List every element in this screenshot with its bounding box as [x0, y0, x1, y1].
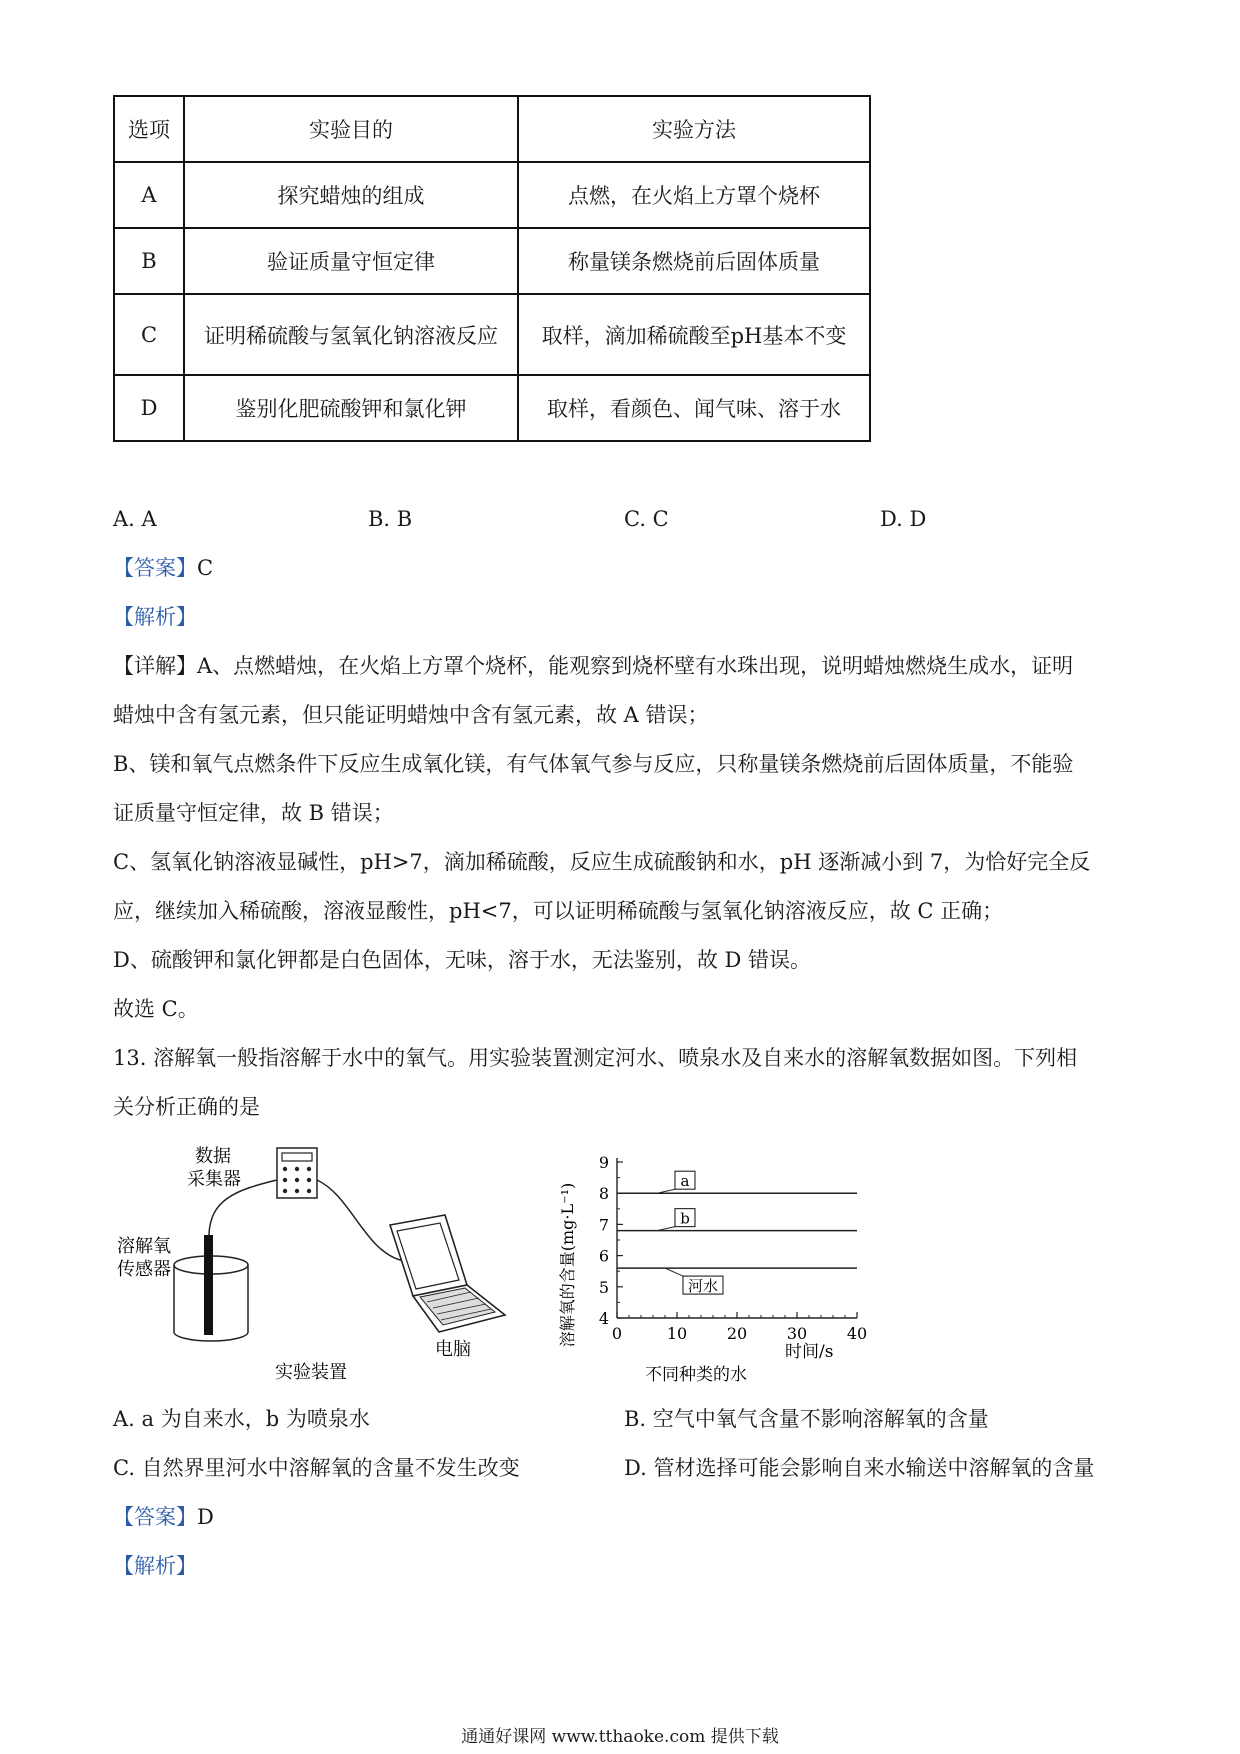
chart-axes	[599, 1153, 867, 1343]
detail-line: 蜡烛中含有氢元素，但只能证明蜡烛中含有氢元素，故 A 错误；	[113, 703, 709, 727]
table-header-row	[114, 96, 870, 162]
x-tick-label: 30	[786, 1324, 808, 1343]
page-footer: 通通好课网 www.tthaoke.com 提供下载	[461, 1727, 779, 1747]
header-option: 选项	[114, 96, 184, 162]
q13-option-d: D. 管材选择可能会影响自来水输送中溶解氧的含量	[624, 1456, 1095, 1480]
experiment-table	[113, 95, 871, 442]
y-tick-label: 7	[598, 1215, 609, 1235]
row-method: 取样，滴加稀硫酸至pH基本不变	[518, 294, 870, 375]
answer-value: D	[197, 1505, 214, 1529]
q12-analysis-tag: 【解析】	[113, 605, 197, 629]
table-row	[114, 162, 870, 228]
detail-line: 证质量守恒定律，故 B 错误；	[113, 801, 394, 825]
row-option: D	[114, 375, 184, 441]
header-method: 实验方法	[518, 96, 870, 162]
chart-x-axis-label: 时间/s	[785, 1342, 834, 1362]
chart-series-layer	[617, 1171, 857, 1295]
detail-line: 【详解】A、点燃蜡烛，在火焰上方罩个烧杯，能观察到烧杯壁有水珠出现，说明蜡烛燃烧生成水，证明	[113, 654, 1074, 678]
x-tick-label: 20	[726, 1324, 748, 1343]
x-tick-label: 10	[666, 1324, 688, 1343]
q13-stem-line: 关分析正确的是	[113, 1095, 260, 1119]
row-method: 点燃，在火焰上方罩个烧杯	[518, 162, 870, 228]
detail-line: B、镁和氧气点燃条件下反应生成氧化镁，有气体氧气参与反应，只称量镁条燃烧前后固体质量，不能验	[113, 752, 1074, 776]
y-tick-label: 4	[598, 1309, 609, 1328]
computer-label: 电脑	[435, 1339, 471, 1360]
q13-analysis-tag: 【解析】	[113, 1554, 197, 1578]
series-label: 河水	[687, 1277, 719, 1296]
q12-option-d: D. D	[880, 507, 927, 531]
chart-y-axis-label: 溶解氧的含量(mg·L⁻¹)	[558, 1182, 577, 1348]
table-row	[114, 375, 870, 441]
answer-tag: 【答案】	[113, 556, 197, 580]
detail-line: 故选 C。	[113, 997, 199, 1021]
apparatus-caption: 实验装置	[275, 1362, 347, 1383]
detail-line: C、氢氧化钠溶液显碱性，pH>7，滴加稀硫酸，反应生成硫酸钠和水，pH 逐渐减小到 7，为恰好完全反	[113, 850, 1091, 874]
series-label: b	[680, 1209, 690, 1228]
q13-option-b: B. 空气中氧气含量不影响溶解氧的含量	[624, 1407, 989, 1431]
detail-line: D、硫酸钾和氯化钾都是白色固体，无味，溶于水，无法鉴别，故 D 错误。	[113, 948, 812, 972]
row-option: A	[114, 162, 184, 228]
y-tick-label: 6	[598, 1246, 609, 1266]
row-purpose: 证明稀硫酸与氢氧化钠溶液反应	[184, 294, 518, 375]
series-leader-line	[665, 1268, 683, 1276]
apparatus-figure	[115, 1140, 535, 1385]
y-tick-label: 5	[598, 1277, 609, 1297]
x-tick-label: 0	[611, 1324, 623, 1343]
row-method: 称量镁条燃烧前后固体质量	[518, 228, 870, 294]
detail-line: 应，继续加入稀硫酸，溶液显酸性，pH<7，可以证明稀硫酸与氢氧化钠溶液反应，故 C 正确；	[113, 899, 1004, 923]
chart-caption: 不同种类的水	[645, 1365, 747, 1385]
oxygen-chart	[555, 1140, 875, 1385]
q12-option-a: A. A	[113, 507, 157, 531]
q13-stem-line: 13. 溶解氧一般指溶解于水中的氧气。用实验装置测定河水、喷泉水及自来水的溶解氧数据如图。下列相	[113, 1046, 1078, 1070]
collector-label-2: 采集器	[187, 1169, 241, 1190]
table-row	[114, 294, 870, 375]
sensor-probe-icon	[204, 1235, 213, 1335]
series-label: a	[680, 1172, 690, 1191]
q12-option-c: C. C	[624, 507, 669, 531]
data-collector-icon	[277, 1148, 317, 1198]
sensor-label-1: 溶解氧	[117, 1236, 171, 1257]
y-tick-label: 8	[598, 1184, 609, 1204]
x-tick-label: 40	[846, 1324, 868, 1343]
y-tick-label: 9	[598, 1153, 609, 1172]
q13-option-a: A. a 为自来水，b 为喷泉水	[113, 1407, 370, 1431]
collector-label-1: 数据	[195, 1146, 231, 1167]
row-option: B	[114, 228, 184, 294]
answer-value: C	[197, 556, 214, 580]
laptop-icon	[390, 1215, 505, 1332]
q12-answer	[113, 554, 213, 582]
header-purpose: 实验目的	[184, 96, 518, 162]
answer-tag: 【答案】	[113, 1505, 197, 1529]
row-purpose: 鉴别化肥硫酸钾和氯化钾	[184, 375, 518, 441]
q13-option-c: C. 自然界里河水中溶解氧的含量不发生改变	[113, 1456, 520, 1480]
row-method: 取样，看颜色、闻气味、溶于水	[518, 375, 870, 441]
row-option: C	[114, 294, 184, 375]
q13-answer	[113, 1503, 214, 1531]
row-purpose: 探究蜡烛的组成	[184, 162, 518, 228]
sensor-label-2: 传感器	[117, 1259, 171, 1280]
row-purpose: 验证质量守恒定律	[184, 228, 518, 294]
q12-option-b: B. B	[368, 507, 413, 531]
table-row	[114, 228, 870, 294]
